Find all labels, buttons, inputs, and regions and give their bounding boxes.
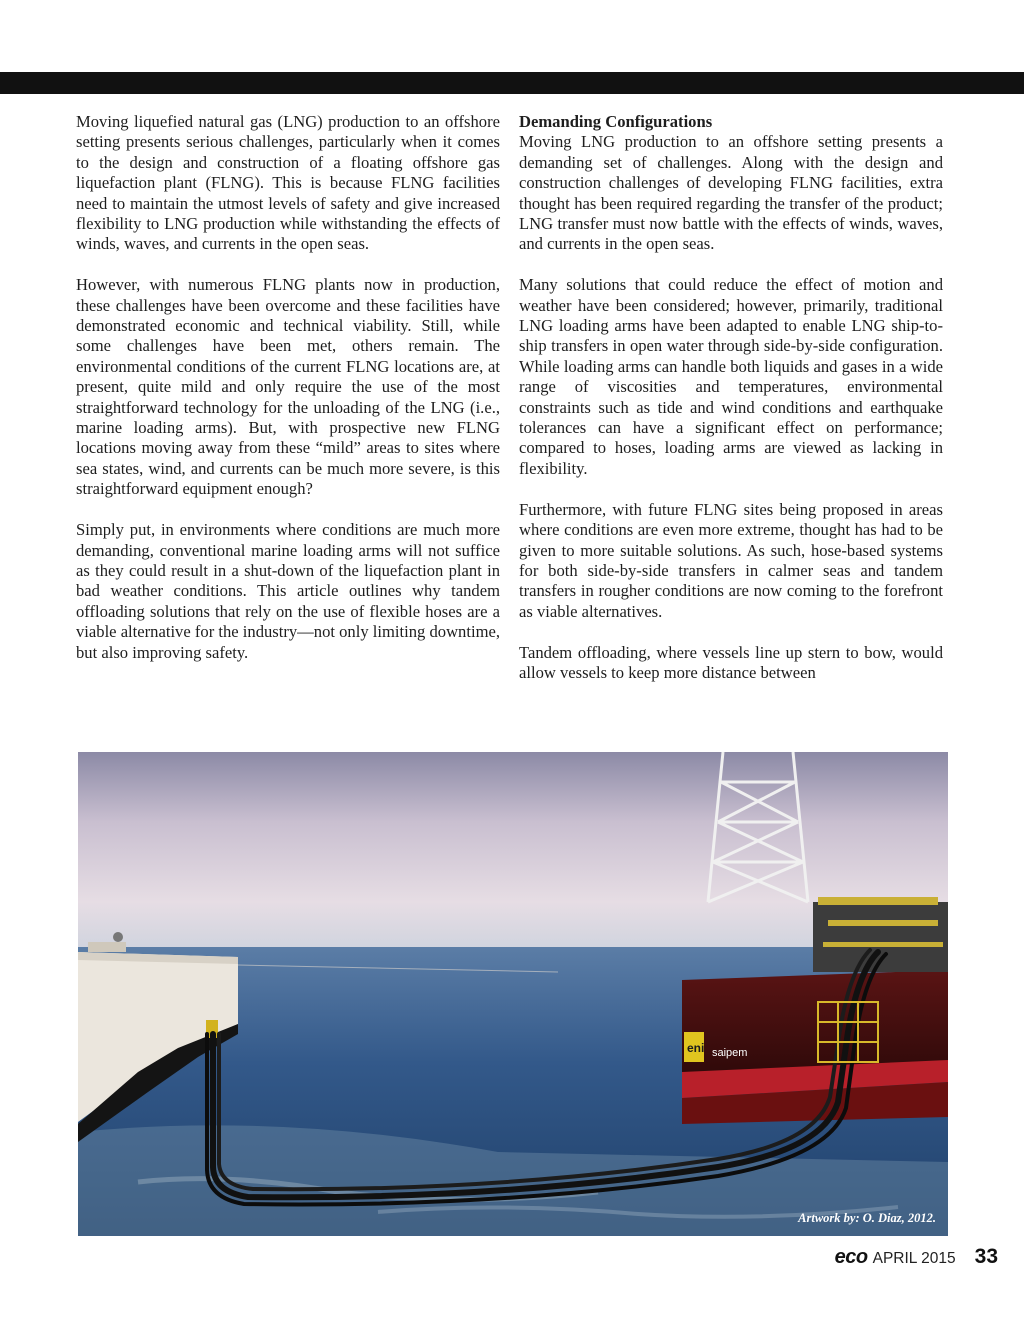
issue-date: APRIL 2015 [872, 1250, 956, 1267]
illustration-scene [78, 752, 948, 1236]
paragraph: Moving LNG production to an offshore setting presents a demanding set of challenges. Along with the design and construction challenges of developing FLNG facilities, extra thought has been required regarding the transfer of the product; LNG transfer must now battle with the effects of winds, waves, and currents in the open seas. [519, 132, 943, 254]
paragraph: However, with numerous FLNG plants now in production, these challenges have been overcome and these facilities have demonstrated economic and technical viability. Still, while some challenges have been met, others remain. The environmental conditions of the current FLNG locations are, at present, quite mild and only require the use of the most straightforward technology for the unloading of the LNG (i.e., marine loading arms). But, with prospective new FLNG locations moving away from these “mild” areas to sites where sea states, wind, and currents can be much more severe, is this straightforward equipment enough? [76, 275, 500, 499]
article-right-column [519, 112, 943, 704]
saipem-logo: saipem [712, 1047, 748, 1059]
magazine-brand: eco [834, 1246, 868, 1268]
page-footer [835, 1245, 998, 1273]
paragraph: Moving liquefied natural gas (LNG) production to an offshore setting presents serious challenges, particularly when it comes to the design and construction of a floating offshore gas liquefaction plant (FLNG). This is because FLNG facilities need to maintain the utmost levels of safety and give increased flexibility to LNG production while withstanding the effects of winds, waves, and currents in the open seas. [76, 112, 500, 254]
paragraph: Furthermore, with future FLNG sites being proposed in areas where conditions are even more extreme, thought has had to be given to more suitable solutions. As such, hose-based systems for both side-by-side transfers in calmer seas and tandem transfers in rougher conditions are now coming to the forefront as viable alternatives. [519, 499, 943, 621]
page-number: 33 [974, 1245, 998, 1268]
section-heading: Demanding Configurations [519, 112, 713, 131]
paragraph: Tandem offloading, where vessels line up stern to bow, would allow vessels to keep more distance between [519, 642, 943, 682]
tandem-offloading-illustration [78, 752, 948, 1236]
paragraph: Simply put, in environments where conditions are much more demanding, conventional marine loading arms will not suffice as they could result in a shut-down of the liquefaction plant in bad weather conditions. This article outlines why tandem offloading solutions that rely on the use of flexible hoses are a viable alternative for the industry—not only limiting downtime, but also improving safety. [76, 520, 500, 662]
eni-logo: eni [687, 1041, 705, 1055]
header-bar [0, 72, 1024, 94]
article-left-column [76, 112, 500, 683]
artwork-credit: Artwork by: O. Diaz, 2012. [798, 1211, 936, 1225]
paragraph: Many solutions that could reduce the effect of motion and weather have been considered; however, primarily, traditional LNG loading arms have been adapted to enable LNG ship-to-ship transfers in open water through side-by-side configuration. While loading arms can handle both liquids and gases in a wide range of viscosities and temperatures, environmental constraints such as tide and wind conditions and earthquake tolerances can have a significant effect on performance; compared to hoses, loading arms are viewed as lacking in flexibility. [519, 275, 943, 478]
